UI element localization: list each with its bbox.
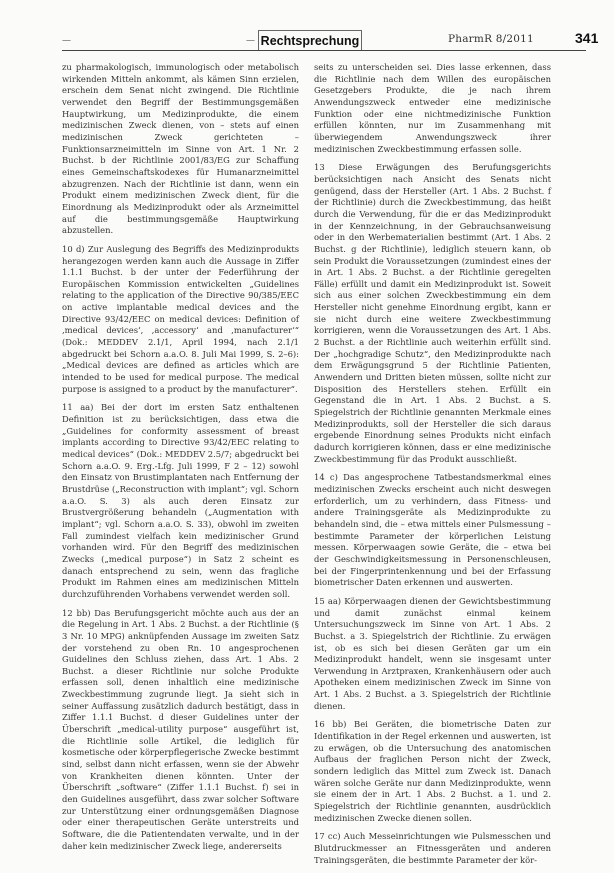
paragraph: 17 cc) Auch Messeinrichtungen wie Pulsmesschen und Blutdruckmesser an Fitnessgeräten und anderen Trainingsgeräten, die bestimmte Parameter der kör- <box>314 831 551 865</box>
paragraph: 10 d) Zur Auslegung des Begriffs des Medizinprodukts herangezogen werden kann auch die Aussage in Ziffer 1.1.1 Buchst. b der unter der Federführung der Europäischen Kommission entwickelten „Guidelines relating to the application of the Directive 90/385/EEC on active implantable medical devices and the Directive 93/42/EEC on medical devices: Definition of ‚medical devices‘, ‚accessory‘ and ‚manufacturer‘“ (Dok.: MEDDEV 2.1/1, April 1994, nach 2.1/1 abgedruckt bei Schorn a.a.O. 8. Juli Mai 1999, S. 2–6): „Medical devices are defined as articles which are intended to be used for medical purpose. The medical purpose is assigned to a product by the manufacturer“. <box>62 243 299 394</box>
header-dash-mid: — <box>246 36 255 46</box>
paragraph: 16 bb) Bei Geräten, die biometrische Daten zur Identifikation in der Regel erkennen und auswerten, ist zu erwägen, ob die Untersuchung des anatomischen Aufbaus der fraglichen Person nicht der Zweck, sondern lediglich das Mittel zum Zweck ist. Danach wären solche Geräte nur dann Medizinprodukte, wenn sie einem der in Art. 1 Abs. 2 Buchst. a 1. und 2. Spiegelstrich der Richtlinie genannten, ausdrücklich medizinischen Zwecke dienen sollen. <box>314 719 551 823</box>
paragraph: 12 bb) Das Berufungsgericht möchte auch aus der an die Regelung in Art. 1 Abs. 2 Buchst. a der Richtlinie (§ 3 Nr. 10 MPG) anknüpfenden Aussage im zweiten Satz der vorstehend zu oben Rn. 10 angesprochenen Guidelines den Schluss ziehen, dass Art. 1 Abs. 2 Buchst. a dieser Richtlinie nur solche Produkte erfassen soll, denen inhaltlich eine medizinische Zweckbestimmung zugrunde liegt. Ja sieht sich in seiner Auffassung zusätzlich dadurch bestätigt, dass in Ziffer 1.1.1 Buchst. d dieser Guidelines unter der Überschrift „medical-utility purpose“ ausgeführt ist, die Richtlinie solle Artikel, die lediglich für kosmetische oder körperpflegerische Zwecke bestimmt sind, selbst dann nicht erfassen, wenn sie der Abwehr von Krankheiten dienen könnten. Unter der Überschrift „software“ (Ziffer 1.1.1 Buchst. f) sei in den Guidelines ausgeführt, dass zwar solcher Software zur Unterstützung einer ordnungsgemäßen Diagnose oder einer therapeutischen Geräte unterstreits und Software, die die Patientendaten verwalte, und in der daher kein medizinischer Zweck liege, andererseits <box>62 607 299 851</box>
left-column <box>62 62 299 859</box>
journal-citation: PharmR 8/2011 <box>448 33 534 45</box>
header-rule <box>62 50 586 51</box>
paragraph: 15 aa) Körperwaagen dienen der Gewichtsbestimmung und damit zunächst einmal keinem Untersuchungszweck im Sinne von Art. 1 Abs. 2 Buchst. a 3. Spiegelstrich der Richtlinie. Zu erwägen ist, ob es sich bei diesen Geräten gar um ein Medizinprodukt handelt, wenn sie insgesamt unter Verwendung in Arztpraxen, Krankenhäusern oder auch Apotheken einem medizinischen Zweck im Sinne von Art. 1 Abs. 2 Buchst. a 3. Spiegelstrich der Richtlinie dienen. <box>314 595 551 711</box>
right-column <box>314 62 551 873</box>
page-header <box>0 0 614 50</box>
paragraph: 13 Diese Erwägungen des Berufungsgerichts berücksichtigen nach Ansicht des Senats nicht genügend, dass der Hersteller (Art. 1 Abs. 2 Buchst. f der Richtlinie) durch die Zweckbestimmung, das heißt durch die Verwendung, für die er das Medizinprodukt in der Kennzeichnung, in der Gebrauchsanweisung oder in den Werbematerialien bestimmt (Art. 1 Abs. 2 Buchst. g der Richtlinie), lediglich steuern kann, ob sein Produkt die Voraussetzungen (zumindest eines der in Art. 1 Abs. 2 Buchst. a der Richtlinie geregelten Fälle) erfüllt und damit ein Medizinprodukt ist. Soweit sich aus einer solchen Zweckbestimmung ein dem Hersteller nicht genehme Einordnung ergibt, kann er sie nicht durch eine weitere Zweckbestimmung korrigieren, wenn die Voraussetzungen des Art. 1 Abs. 2 Buchst. a der Richtlinie auch weiterhin erfüllt sind. Der „hochgradige Schutz“, den Medizinprodukte nach dem Erwägungsgrund 5 der Richtlinie Patienten, Anwendern und Dritten bieten müssen, sollte nicht zur Disposition des Herstellers stehen. Erfüllt ein Gegenstand die in Art. 1 Abs. 2 Buchst. a S. Spiegelstrich der Richtlinie genannten Merkmale eines Medizinprodukts, soll der Hersteller die sich daraus ergebende Einordnung seines Produkts nicht einfach dadurch korrigieren können, dass er eine medizinische Zweckbestimmung für das Produkt ausschließt. <box>314 162 551 464</box>
section-title: Rechtsprechung <box>258 30 362 51</box>
paragraph: zu pharmakologisch, immunologisch oder metabolisch wirkenden Mitteln ankommt, als kämen Sinn erzielen, erschein dem Senat nicht zwingend. Die Richtlinie verwendet den Begriff der Bestimmungsgemäßen Hauptwirkung, um Medizinprodukte, die einem medizinischen Zweck dienen, von – stets auf einen medizinischen Zweck gerichteten – Funktionsarzneimitteln im Sinne von Art. 1 Nr. 2 Buchst. b der Richtlinie 2001/83/EG zur Schaffung eines Gemeinschaftskodexes für Humanarzneimittel abzugrenzen. Nach der Richtlinie ist dann, wenn ein Produkt einem medizinischen Zweck dient, für die Einordnung als Medizinprodukt oder als Arzneimittel auf die bestimmungsgemäße Hauptwirkung abzustellen. <box>62 62 299 236</box>
header-dash-left: — <box>62 36 71 46</box>
paragraph: 11 aa) Bei der dort im ersten Satz enthaltenen Definition ist zu berücksichtigen, dass etwa die „Guidelines for conformity assessment of breast implants according to Directive 93/42/EEC relating to medical devices“ (Dok.: MEDDEV 2.5/7; abgedruckt bei Schorn a.a.O. 9. Erg.-Lfg. Juli 1999, F 2 – 12) sowohl den Einsatz von Brustimplantaten nach Entfernung der Brustdrüse („Reconstruction with implant“; vgl. Schorn a.a.O. S. 3) als auch deren Einsatz zur Brustvergrößerung behandeln („Augmentation with implant“; vgl. Schorn a.a.O. S. 33), obwohl im zweiten Fall zumindest vielfach kein medizinischer Grund vorhanden wird. Für den Begriff des medizinischen Zwecks („medical purpose“) in Satz 2 scheint es danach entsprechend zu sein, wenn das fragliche Produkt im Rahmen eines am medizinischen Mitteln durchzuführenden Vorhabens verwendet werden soll. <box>62 402 299 599</box>
page-number: 341 <box>575 30 599 46</box>
paragraph: 14 c) Das angesprochene Tatbestandsmerkmal eines medizinischen Zwecks erscheint auch nicht deswegen erforderlich, um zu verhindern, dass Fitness- und andere Trainingsgeräte als Medizinprodukte zu behandeln sind, die – etwa mittels einer Pulsmessung – bestimmte Parameter der körperlichen Leistung messen. Körperwaagen sowie Geräte, die – etwa bei der Geschwindigkeitsmessung in Personenschleusen, bei der Fingerprintenkennung und bei der Erfassung biometrischer Daten erkennen und auswerten. <box>314 472 551 588</box>
paragraph: seits zu unterscheiden sei. Dies lasse erkennen, dass die Richtlinie nach dem Willen des europäischen Gesetzgebers Produkte, die je nach ihrem Anwendungszweck entweder eine medizinische Funktion oder eine nichtmedizinische Funktion erfüllen könnten, nur im Zusammenhang mit überwiegendem Anwendungszweck ihrer medizinischen Zweckbestimmung erfassen solle. <box>314 62 551 154</box>
